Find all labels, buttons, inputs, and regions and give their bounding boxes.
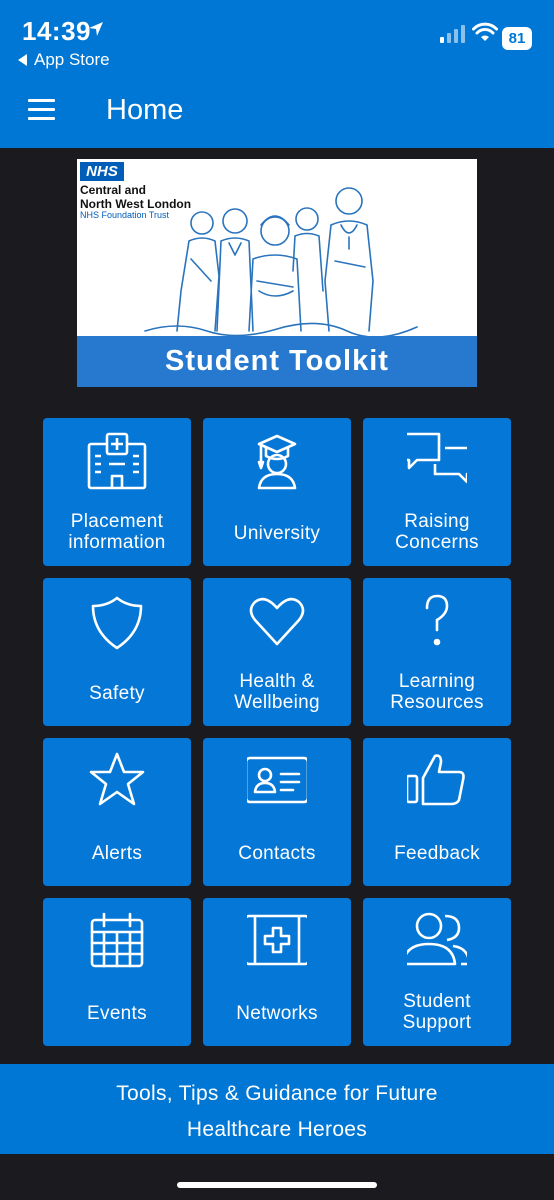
home-indicator-area (0, 1154, 554, 1200)
users-icon (407, 910, 467, 970)
tile-label: Alerts (91, 843, 143, 864)
nhs-logo: NHS (80, 162, 124, 181)
tile-label: University (233, 523, 321, 544)
location-arrow-icon (87, 20, 105, 38)
org-name-line1: Central and (80, 183, 147, 197)
tile-placement-information[interactable] (43, 418, 191, 566)
tile-label: Safety (89, 683, 145, 704)
tile-alerts[interactable] (43, 738, 191, 886)
footer-tagline (0, 1064, 554, 1154)
tile-label: Networks (236, 1003, 318, 1024)
calendar-icon (87, 910, 147, 970)
healthcare-staff-illustration (137, 181, 477, 336)
back-app-label: App Store (34, 50, 110, 69)
tile-contacts[interactable] (203, 738, 351, 886)
tile-label: Events (87, 1003, 147, 1024)
nav-bar (0, 80, 554, 148)
organisation-subtitle: NHS Foundation Trust (80, 210, 170, 220)
heart-icon (247, 590, 307, 650)
tile-student-support[interactable] (363, 898, 511, 1046)
hamburger-menu-icon[interactable] (28, 99, 56, 127)
tile-label: Student Support (402, 991, 472, 1033)
tile-label: Contacts (238, 843, 316, 864)
battery-indicator: 81 (502, 27, 532, 50)
tagline-text: Tools, Tips & Guidance for Future Healthcare Heroes (116, 1082, 438, 1141)
tile-events[interactable] (43, 898, 191, 1046)
tile-university[interactable] (203, 418, 351, 566)
tile-health-wellbeing[interactable] (203, 578, 351, 726)
home-indicator[interactable] (177, 1182, 377, 1188)
tile-label: Health & Wellbeing (234, 671, 320, 713)
hospital-icon (87, 430, 147, 490)
back-to-app-store[interactable] (18, 50, 110, 70)
tile-label: Raising Concerns (395, 511, 479, 553)
question-icon (407, 590, 467, 650)
thumbs-up-icon (407, 750, 467, 810)
cellular-signal-icon (440, 24, 466, 44)
page-title: Home (106, 94, 184, 126)
tile-feedback[interactable] (363, 738, 511, 886)
org-name-line2: North West London (80, 197, 192, 211)
main-content (0, 148, 554, 1064)
star-icon (87, 750, 147, 810)
chat-bubbles-icon (407, 430, 467, 490)
banner-title: Student Toolkit (165, 345, 389, 377)
tile-safety[interactable] (43, 578, 191, 726)
status-time: 14:39 (22, 16, 91, 46)
back-triangle-icon (18, 54, 27, 66)
wifi-icon (472, 22, 498, 44)
tile-label: Learning Resources (390, 671, 484, 713)
status-bar (0, 0, 554, 80)
student-toolkit-banner (77, 159, 477, 387)
id-card-icon (247, 750, 307, 810)
tile-label: Placement information (68, 511, 166, 553)
tile-raising-concerns[interactable] (363, 418, 511, 566)
medical-kit-icon (247, 910, 307, 970)
graduate-icon (247, 430, 307, 490)
tile-learning-resources[interactable] (363, 578, 511, 726)
tile-label: Feedback (394, 843, 480, 864)
tile-networks[interactable] (203, 898, 351, 1046)
shield-icon (87, 590, 147, 650)
